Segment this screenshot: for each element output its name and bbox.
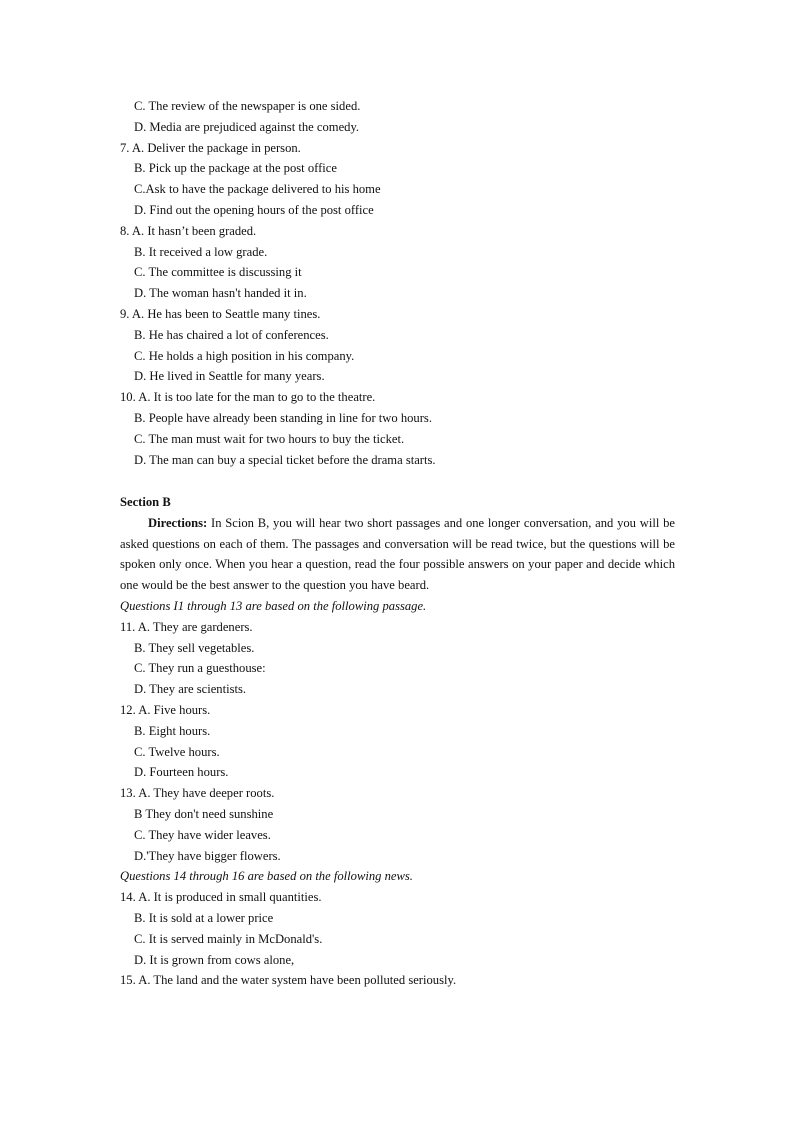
section-b-note-11-13: Questions I1 through 13 are based on the following passage. xyxy=(120,598,427,613)
option-text: A. Deliver the package in person. xyxy=(131,140,301,155)
question-number: 14. xyxy=(120,890,136,905)
q9-option-a xyxy=(120,304,675,325)
q11-option-d: D. They are scientists. xyxy=(134,682,247,697)
q7-option-a xyxy=(120,138,675,159)
q11-option-c: C. They run a guesthouse: xyxy=(134,661,266,676)
option-text: A. It is produced in small quantities. xyxy=(138,890,322,905)
question-number: 7. xyxy=(120,140,130,155)
q6-option-c: C. The review of the newspaper is one sided. xyxy=(134,99,361,113)
section-b-directions xyxy=(120,513,675,596)
q7-option-c: C.Ask to have the package delivered to his home xyxy=(134,182,381,197)
q13-option-b: B They don't need sunshine xyxy=(134,806,274,821)
q8-option-b: B. It received a low grade. xyxy=(134,244,268,259)
q9-option-b: B. He has chaired a lot of conferences. xyxy=(134,327,329,342)
question-number: 9. xyxy=(120,306,130,321)
q10-option-a xyxy=(120,387,675,408)
q13-option-d: D.'They have bigger flowers. xyxy=(134,848,281,863)
question-number: 11. xyxy=(120,619,136,634)
q15-option-a xyxy=(120,970,675,991)
option-text: A. They have deeper roots. xyxy=(138,786,275,801)
option-text: A. They are gardeners. xyxy=(137,619,253,634)
q9-option-c: C. He holds a high position in his company. xyxy=(134,348,355,363)
option-text: A. Five hours. xyxy=(138,702,211,717)
question-number: 13. xyxy=(120,786,136,801)
q8-option-a xyxy=(120,221,675,242)
q6-option-d: D. Media are prejudiced against the comedy. xyxy=(134,119,360,134)
q8-option-d: D. The woman hasn't handed it in. xyxy=(134,286,307,301)
q12-option-b: B. Eight hours. xyxy=(134,723,211,738)
question-number: 8. xyxy=(120,223,130,238)
option-text: A. It is too late for the man to go to the theatre. xyxy=(138,390,376,405)
directions-text: In Scion B, you will hear two short passages and one longer conversation, and you will be asked questions on each of them. The passages and conversation will be read twice, but the questions will be spoken only once. When you hear a question, read the four possible answers on your paper and decide which one would be the best answer to the question you have beard. xyxy=(120,515,675,593)
q12-option-a xyxy=(120,700,675,721)
q11-option-a xyxy=(120,617,675,638)
q10-option-c: C. The man must wait for two hours to buy the ticket. xyxy=(134,431,405,446)
q10-option-d: D. The man can buy a special ticket before the drama starts. xyxy=(134,452,436,467)
q11-option-b: B. They sell vegetables. xyxy=(134,640,255,655)
q14-option-c: C. It is served mainly in McDonald's. xyxy=(134,931,323,946)
q8-option-c: C. The committee is discussing it xyxy=(134,265,302,280)
q14-option-b: B. It is sold at a lower price xyxy=(134,910,274,925)
option-text: A. It hasn’t been graded. xyxy=(131,223,257,238)
question-number: 15. xyxy=(120,973,136,988)
q12-option-c: C. Twelve hours. xyxy=(134,744,220,759)
directions-label: Directions: xyxy=(148,515,208,530)
q13-option-a xyxy=(120,783,675,804)
q10-option-b: B. People have already been standing in line for two hours. xyxy=(134,410,432,425)
section-b-note-14-16: Questions 14 through 16 are based on the following news. xyxy=(120,869,413,884)
question-number: 10. xyxy=(120,390,136,405)
q7-option-b: B. Pick up the package at the post office xyxy=(134,161,337,176)
q14-option-a xyxy=(120,887,675,908)
q12-option-d: D. Fourteen hours. xyxy=(134,765,229,780)
q14-option-d: D. It is grown from cows alone, xyxy=(134,952,295,967)
section-b-title: Section B xyxy=(120,495,171,509)
questions-block-part-a xyxy=(120,96,675,470)
option-text: A. The land and the water system have been polluted seriously. xyxy=(138,973,457,988)
option-text: A. He has been to Seattle many tines. xyxy=(131,306,321,321)
q13-option-c: C. They have wider leaves. xyxy=(134,827,271,842)
section-b xyxy=(120,492,675,991)
q7-option-d: D. Find out the opening hours of the post office xyxy=(134,202,374,217)
question-number: 12. xyxy=(120,702,136,717)
q9-option-d: D. He lived in Seattle for many years. xyxy=(134,369,325,384)
